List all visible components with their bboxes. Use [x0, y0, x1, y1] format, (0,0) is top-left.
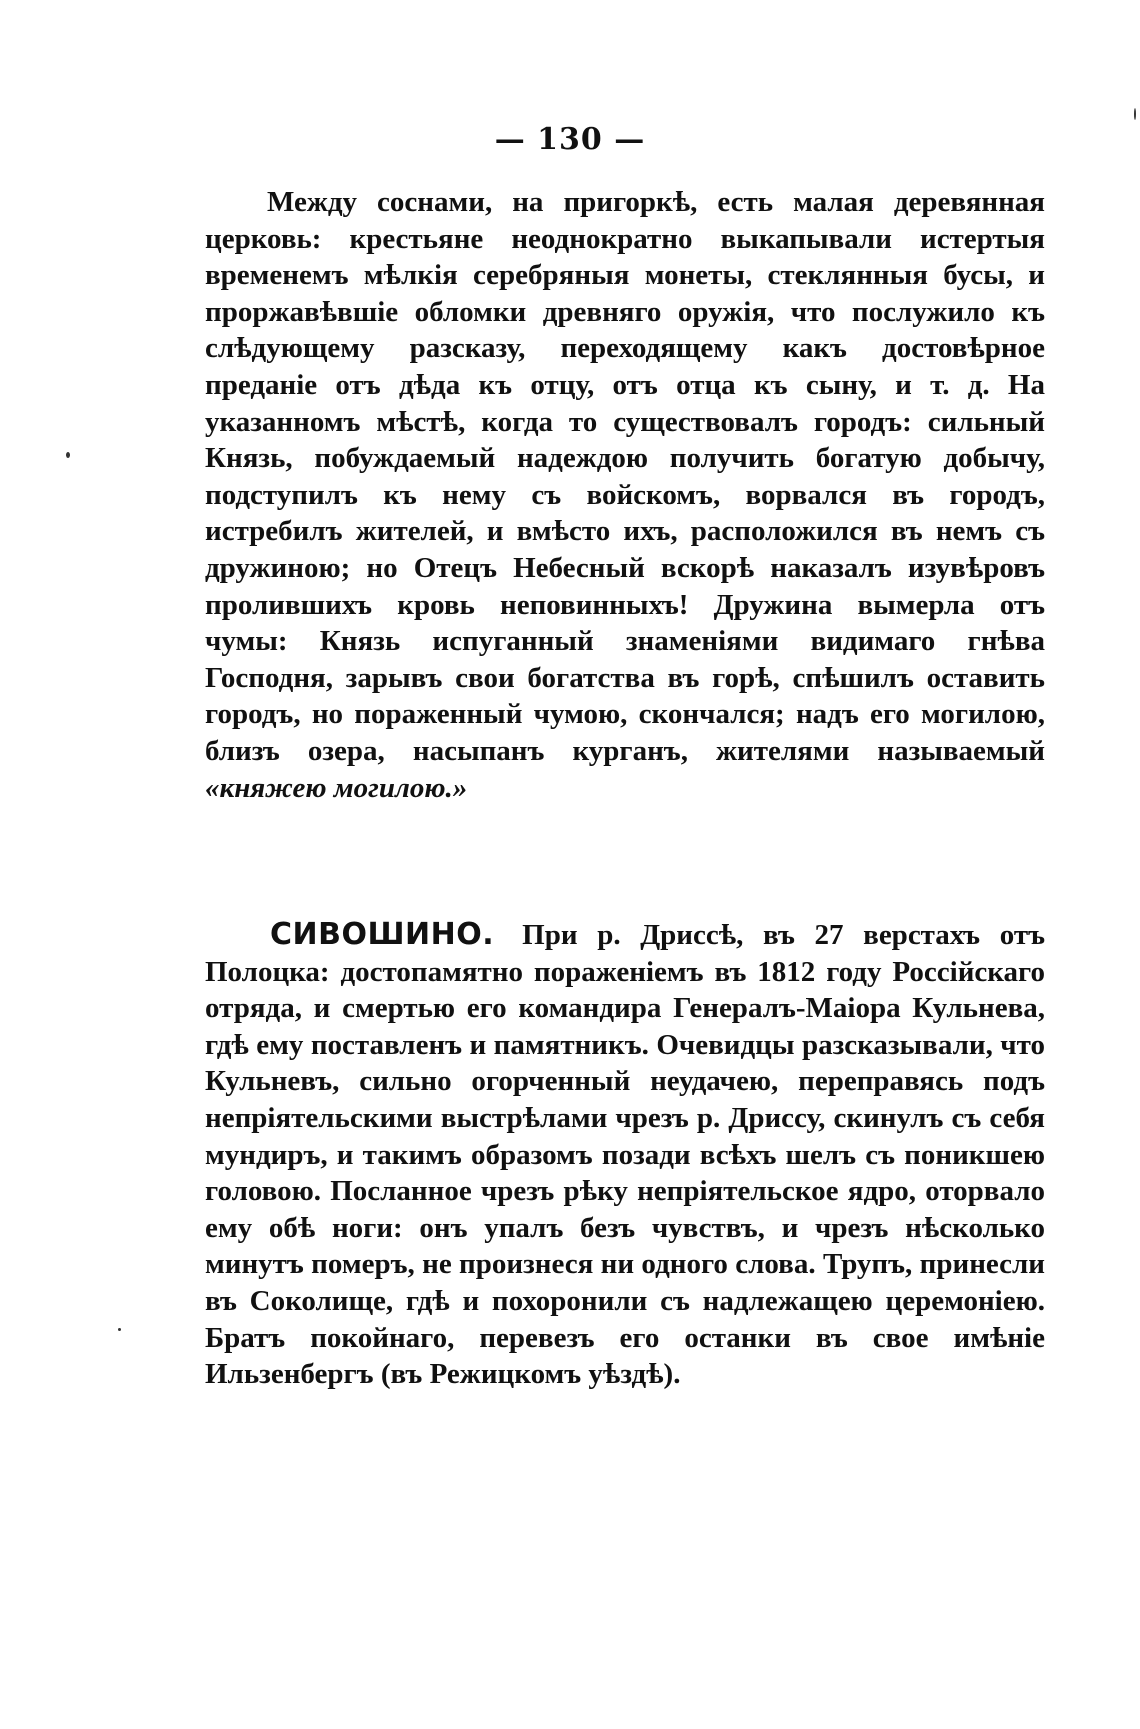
entry-title-sivoshino: СИВОШИНО.: [270, 917, 495, 952]
scan-speck: [1134, 108, 1136, 120]
paragraph-church-legend: [205, 184, 1045, 806]
scan-speck: [66, 452, 70, 458]
page-number: — 130 —: [494, 122, 646, 157]
paragraph-church-legend-text: Между соснами, на пригоркѣ, есть малая деревянная церковь: крестьяне неоднократно выкапывали истертыя временемъ мѣлкія серебряныя монеты, стеклянныя бусы, и проржавѣвшіе обломки древняго оружія, что послужило къ слѣдующему разсказу, переходящему какъ достовѣрное преданіе отъ дѣда къ отцу, отъ отца къ сыну, и т. д. На указанномъ мѣстѣ, когда то существовалъ городъ: сильный Князь, побуждаемый надеждою получить богатую добычу, подступилъ къ нему съ войскомъ, ворвался въ городъ, истребилъ жителей, и вмѣсто ихъ, расположился въ немъ съ дружиною; но Отецъ Небесный вскорѣ наказалъ изувѣровъ пролившихъ кровь неповинныхъ! Дружина вымерла отъ чумы: Князь испуганный знаменіями видимаго гнѣва Господня, зарывъ свои богатства въ горѣ, спѣшилъ оставить городъ, но пораженный чумою, скончался; надъ его могилою, близъ озера, насыпанъ курганъ, жителями называемый: [205, 186, 1045, 767]
scan-speck: [118, 1328, 121, 1331]
paragraph-sivoshino-text: При р. Дриссѣ, въ 27 верстахъ отъ Полоцка: достопамятно пораженіемъ въ 1812 году Россійскаго отряда, и смертью его командира Генералъ-Маіора Кульнева, гдѣ ему поставленъ и памятникъ. Очевидцы разсказывали, что Кульневъ, сильно огорченный неудачею, переправясь подъ непріятельскими выстрѣлами чрезъ р. Дриссу, скинулъ съ себя мундиръ, и такимъ образомъ позади всѣхъ шелъ съ поникшею головою. Посланное чрезъ рѣку непріятельское ядро, оторвало ему обѣ ноги: онъ упалъ безъ чувствъ, и чрезъ нѣсколько минутъ померъ, не произнеся ни одного слова. Трупъ, принесли въ Соколище, гдѣ и похоронили съ надлежащею церемоніею. Братъ покойнаго, перевезъ его останки въ свое имѣніе Ильзенбергъ (въ Режицкомъ уѣздѣ).: [205, 919, 1045, 1391]
paragraph-sivoshino: [205, 917, 1045, 1393]
paragraph-church-legend-quote: «княжею могилою.»: [205, 771, 468, 804]
